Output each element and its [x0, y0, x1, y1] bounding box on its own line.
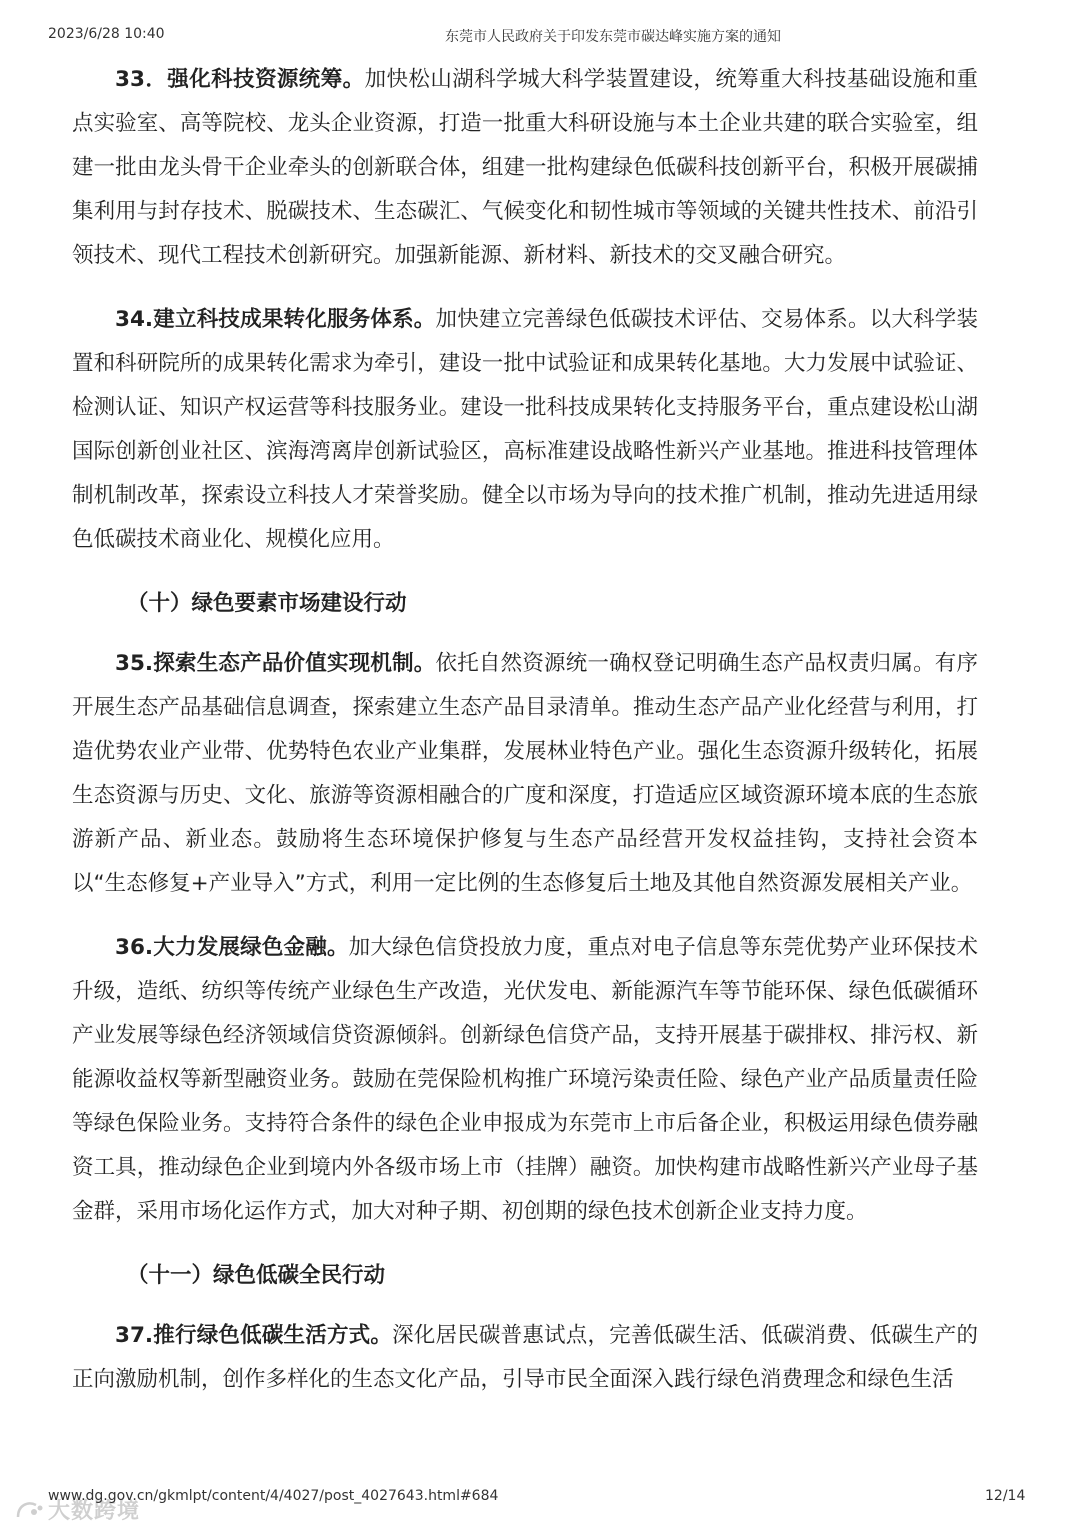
print-datetime: 2023/6/28 10:40	[48, 26, 165, 42]
document-body	[72, 58, 978, 1422]
paragraph-37	[72, 1314, 978, 1402]
paragraph-37-lead: 37.推行绿色低碳生活方式。	[115, 1323, 393, 1348]
paragraph-34-text: 加快建立完善绿色低碳技术评估、交易体系。以大科学装置和科研院所的成果转化需求为牵引，建设一批中试验证和成果转化基地。大力发展中试验证、检测认证、知识产权运营等科技服务业。建设一批科技成果转化支持服务平台，重点建设松山湖国际创新创业社区、滨海湾离岸创新试验区，高标准建设战略性新兴产业基地。推进科技管理体制机制改革，探索设立科技人才荣誉奖励。健全以市场为导向的技术推广机制，推动先进适用绿色低碳技术商业化、规模化应用。	[72, 307, 978, 552]
page-url: www.dg.gov.cn/gkmlpt/content/4/4027/post_4027643.html#684	[48, 1488, 499, 1504]
paragraph-36-text: 加大绿色信贷投放力度，重点对电子信息等东莞优势产业环保技术升级，造纸、纺织等传统产业绿色生产改造，光伏发电、新能源汽车等节能环保、绿色低碳循环产业发展等绿色经济领域信贷资源倾斜。创新绿色信贷产品，支持开展基于碳排权、排污权、新能源收益权等新型融资业务。鼓励在莞保险机构推广环境污染责任险、绿色产业产品质量责任险等绿色保险业务。支持符合条件的绿色企业申报成为东莞市上市后备企业，积极运用绿色债券融资工具，推动绿色企业到境内外各级市场上市（挂牌）融资。加快构建市战略性新兴产业母子基金群，采用市场化运作方式，加大对种子期、初创期的绿色技术创新企业支持力度。	[72, 935, 978, 1224]
section-heading-10: （十）绿色要素市场建设行动	[127, 591, 407, 616]
paragraph-33-text: 加快松山湖科学城大科学装置建设，统筹重大科技基础设施和重点实验室、高等院校、龙头企业资源，打造一批重大科研设施与本土企业共建的联合实验室，组建一批由龙头骨干企业牵头的创新联合体，组建一批构建绿色低碳科技创新平台，积极开展碳捕集利用与封存技术、脱碳技术、生态碳汇、气候变化和韧性城市等领域的关键共性技术、前沿引领技术、现代工程技术创新研究。加强新能源、新材料、新技术的交叉融合研究。	[72, 67, 978, 268]
paragraph-36-lead: 36.大力发展绿色金融。	[115, 935, 349, 960]
paragraph-34	[72, 298, 978, 562]
paragraph-36	[72, 926, 978, 1234]
paragraph-35-lead: 35.探索生态产品价值实现机制。	[115, 651, 436, 676]
watermark-logo-icon	[14, 1499, 44, 1521]
paragraph-35-text: 依托自然资源统一确权登记明确生态产品权责归属。有序开展生态产品基础信息调查，探索建立生态产品目录清单。推动生态产品产业化经营与利用，打造优势农业产业带、优势特色农业产业集群，发展林业特色产业。强化生态资源升级转化，拓展生态资源与历史、文化、旅游等资源相融合的广度和深度，打造适应区域资源环境本底的生态旅游新产品、新业态。鼓励将生态环境保护修复与生态产品经营开发权益挂钩，支持社会资本以“生态修复+产业导入”方式，利用一定比例的生态修复后土地及其他自然资源发展相关产业。	[72, 651, 978, 896]
watermark-text: 大数跨境	[48, 1499, 141, 1524]
paragraph-35	[72, 642, 978, 906]
paragraph-37-text: 深化居民碳普惠试点，完善低碳生活、低碳消费、低碳生产的正向激励机制，创作多样化的生态文化产品，引导市民全面深入践行绿色消费理念和绿色生活	[72, 1323, 978, 1392]
paragraph-34-lead: 34.建立科技成果转化服务体系。	[115, 307, 436, 332]
page-number: 12/14	[985, 1488, 1026, 1504]
paragraph-33	[72, 58, 978, 278]
document-title: 东莞市人民政府关于印发东莞市碳达峰实施方案的通知	[445, 29, 781, 45]
paragraph-33-lead: 33．强化科技资源统筹。	[115, 67, 365, 92]
section-heading-11: （十一）绿色低碳全民行动	[127, 1263, 386, 1288]
